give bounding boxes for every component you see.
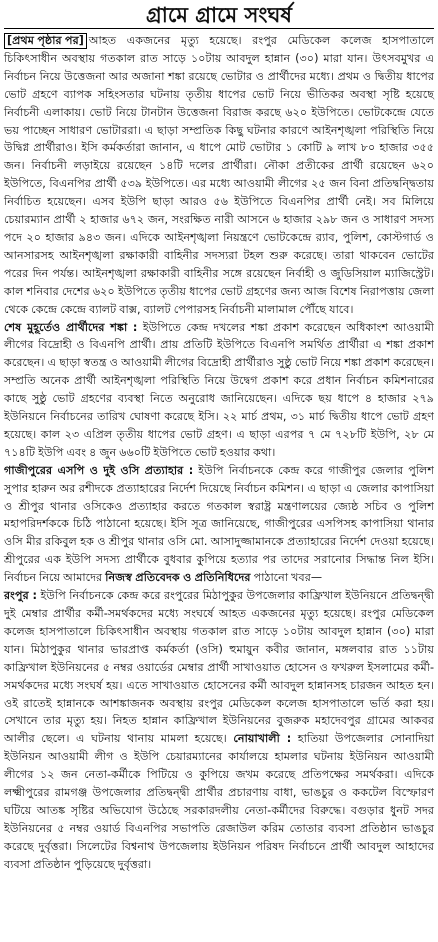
article-body [4,32,434,874]
candidate-fears-text: ইউপিতে কেন্দ্র দখলের শঙ্কা প্রকাশ করেছেন অধিকাংশ আওয়ামী লীগের বিদ্রোহী ও বিএনপি প্রার্থী। প্রায় প্রতিটি ইউপিতে বিএনপি সমর্থিত প্রার্থীরা এ শঙ্কা প্রকাশ করেছেন। এ ছাড়া স্বতন্ত্র ও আওয়ামী লীগের বিদ্রোহী প্রার্থীরাও সুষ্ঠু ভোট নিয়ে শঙ্কা প্রকাশ করেছেন। সম্প্রতি অনেক প্রার্থী আইনশৃঙ্খলা পরিস্থিতি নিয়ে উদ্বেগ প্রকাশ করে প্রধান নির্বাচন কমিশনারের কাছে সুষ্ঠু ভোট গ্রহণের ব্যবস্থা নিতে অনুরোধ জানিয়েছেন। এদিকে ছয় ধাপে ৪ হাজার ২৭৯ ইউনিয়নে নির্বাচনের তারিখ ঘোষণা করেছে ইসি। ২২ মার্চ প্রথম, ৩১ মার্চ দ্বিতীয় ধাপে ভোট গ্রহণ হয়েছে। কাল ২৩ এপ্রিল তৃতীয় ধাপের ভোট গ্রহণ। এ ছাড়া এরপর ৭ মে ৭২৮টি ইউপি, ২৮ মে ৭১৪টি ইউপি এবং ৪ জুন ৬৬০টি ইউপিতে ভোট হওয়ার কথা। [4,320,434,459]
subheading-gazipur: গাজীপুরের এসপি ও দুই ওসি প্রত্যাহার : [4,463,194,477]
intro-text: আহত একজনের মৃত্যু হয়েছে। রংপুর মেডিকেল কলেজ হাসপাতালে চিকিৎসাধীন অবস্থায় গতকাল রাত সাড়ে ১০টায় আবদুল হান্নান (৩০) মারা যান। উৎসবমুখর এ নির্বাচন নিয়ে উত্তেজনা আর অজানা শঙ্কা রয়েছে ভোটার ও প্রার্থীদের মধ্যে। প্রথম ও দ্বিতীয় ধাপের ভোট গ্রহণে ব্যাপক সহিংসতার ঘটনায় তৃতীয় ধাপের ভোট নিয়ে ভীতিকর অবস্থা সৃষ্টি হয়েছে নির্বাচনী এলাকায়। ভোট নিয়ে টানটান উত্তেজনা বিরাজ করছে ৬২০ ইউপিতে। ভোটকেন্দ্রে যেতে ভয় পাচ্ছেন সাধারণ ভোটাররা। এ ছাড়া সম্প্রতিক কিছু ঘটনার কারণে আইনশৃঙ্খলা পরিস্থিতি নিয়ে উদ্বিগ্ন প্রার্থীরাও। ইসি কর্মকর্তারা জানান, এ ধাপে মোট ভোটার ১ কোটি ৯ লাখ ৮০ হাজার ৩৫৫ জন। নির্বাচনী লড়াইয়ে রয়েছেন ১৪টি দলের প্রার্থীরা। নৌকা প্রতীকের প্রার্থী রয়েছেন ৬২০ ইউপিতে, বিএনপির প্রার্থী ৫৩৯ ইউপিতে। এর মধ্যে আওয়ামী লীগের ২৫ জন বিনা প্রতিদ্বন্দ্বিতায় নির্বাচিত হয়েছেন। এসব ইউপি ছাড়া আরও ৫৬ ইউপিতে বিএনপির প্রার্থী নেই। সব মিলিয়ে চেয়ারম্যান প্রার্থী ২ হাজার ৬৭২ জন, সংরক্ষিত নারী আসনে ৬ হাজার ২৯৮ জন ও সাধারণ সদস্য পদে ২০ হাজার ৯৪৩ জন। এদিকে আইনশৃঙ্খলা নিয়ন্ত্রণে ভোটকেন্দ্রে র‌্যাব, পুলিশ, কোস্টগার্ড ও আনসারসহ আইনশৃঙ্খলা রক্ষাকারী বাহিনীর সদস্যরা টহল শুরু করেছে। তারা থাকবেন ভোটের পরের দিন পর্যন্ত। আইনশৃঙ্খলা রক্ষাকারী বাহিনীর সঙ্গে রয়েছেন নির্বাহী ও জুডিসিয়াল ম্যাজিস্ট্রেট। কাল শনিবার দেশের ৬২০ ইউপিতে তৃতীয় ধাপের ভোট গ্রহণের জন্য আজ বিশেষ নিরাপত্তায় জেলা থেকে কেন্দ্রে কেন্দ্রে ব্যালট বাক্স, ব্যালট পেপারসহ নির্বাচনী মালামাল পৌঁছে যাবে। [4,34,434,316]
dateline-noakhali: নোয়াখালী : [233,732,292,746]
dateline-rangpur: রংপুর : [4,589,37,603]
subheading-candidate-fears: শেষ মুহূর্তেও প্রার্থীদের শঙ্কা : [4,320,138,334]
gazipur-text: ইউপি নির্বাচনকে কেন্দ্র করে গাজীপুর জেলার পুলিশ সুপার হারুন অর রশীদকে প্রত্যাহারের নির্দেশ দিয়েছে নির্বাচন কমিশন। এ ছাড়া এ জেলার কাপাসিয়া ও শ্রীপুর থানার ওসিকেও প্রত্যাহার করতে গতকাল স্বরাষ্ট্র মন্ত্রণালয়ের জ্যেষ্ঠ সচিব ও পুলিশ মহাপরিদর্শককে চিঠি পাঠানো হয়েছে। ইসি সূত্র জানিয়েছে, গাজীপুরের এসপিসহ কাপাসিয়া থানার ওসি মীর রকিবুল হক ও শ্রীপুর থানার ওসি মো. আসাদুজ্জামানকে প্রত্যাহারের নির্দেশ দেওয়া হয়েছে। শ্রীপুরের এক ইউপি সদস্য প্রার্থীকে বুধবার কুপিয়ে হত্যার পর তাদের সরানোর সিদ্ধান্ত নিল ইসি। নির্বাচন নিয়ে আমাদের [4,463,434,585]
section-rangpur [4,587,434,874]
noakhali-text: হাতিয়া উপজেলার সোনাদিয়া ইউনিয়ন আওয়ামী লীগ ও ইউপি চেয়ারম্যানের কার্যালয়ে হামলার ঘটনায় ইউনিয়ন আওয়ামী লীগের ১২ জন নেতা-কর্মীকে পিটিয়ে ও কুপিয়ে জখম করেছে প্রতিপক্ষের সমর্থকরা। এদিকে লক্ষ্মীপুরের রামগঞ্জ উপজেলার প্রতিদ্বন্দ্বী প্রার্থীর প্রচারণায় বাধা, ভাঙচুর ও ককটেল বিস্ফোরণ ঘটিয়ে আতঙ্ক সৃষ্টির অভিযোগ উঠেছে সরকারদলীয় নেতা-কর্মীদের বিরুদ্ধে। বগুড়ার ধুনট সদর ইউনিয়নের ৫ নম্বর ওয়ার্ড বিএনপির সভাপতি রেজাউল করিম তোতার ব্যবসা প্রতিষ্ঠান ভাঙচুর করেছে দুর্বৃত্তরা। সিলেটের বিশ্বনাথ উপজেলায় ইউনিয়ন পরিষদ নির্বাচনে প্রার্থী আবদুল আহাদের ব্যবসা প্রতিষ্ঠান পুড়িয়েছে দুর্বৃত্তরা। [4,732,435,871]
intro-paragraph [4,32,434,319]
gazipur-tail: পাঠানো খবর— [253,571,323,585]
reporters-phrase: নিজস্ব প্রতিবেদক ও প্রতিনিধিদের [105,571,251,585]
continued-tag: [প্রথম পৃষ্ঠার পর] [4,33,87,49]
section-candidate-fears [4,319,434,462]
section-gazipur [4,462,434,587]
rangpur-text: ইউপি নির্বাচনকে কেন্দ্র করে রংপুরের মিঠাপুকুর উপজেলার কাফ্রিখাল ইউনিয়নে প্রতিদ্বন্দ্বী দুই মেম্বার প্রার্থীর কর্মী-সমর্থকদের মধ্যে সংঘর্ষে আহত একজনের মৃত্যু হয়েছে। রংপুর মেডিকেল কলেজ হাসপাতালে চিকিৎসাধীন অবস্থায় গতকাল রাত সাড়ে ১০টায় আবদুল হান্নান (৩০) মারা যান। মিঠাপুকুর থানার ভারপ্রাপ্ত কর্মকর্তা (ওসি) হুমায়ুন কবীর জানান, মঙ্গলবার রাত ১১টায় কাফ্রিখাল ইউনিয়নের ৫ নম্বর ওয়ার্ডের মেম্বার প্রার্থী সাখাওয়াত হোসেন ও ফখরুল ইসলামের কর্মী-সমর্থকদের মধ্যে সংঘর্ষ হয়। এতে সাখাওয়াত হোসেনের কর্মী আবদুল হান্নানসহ চারজন আহত হন। ওই রাতেই হান্নানকে আশঙ্কাজনক অবস্থায় রংপুর মেডিকেল কলেজ হাসপাতালে ভর্তি করা হয়। সেখানে তার মৃত্যু হয়। নিহত হান্নান কাফ্রিখাল ইউনিয়নের বুজরুক মহাদেবপুর গ্রামের আকবর আলীর ছেলে। এ ঘটনায় থানায় মামলা হয়েছে। [4,589,434,746]
headline: গ্রামে গ্রামে সংঘর্ষ [4,2,434,29]
